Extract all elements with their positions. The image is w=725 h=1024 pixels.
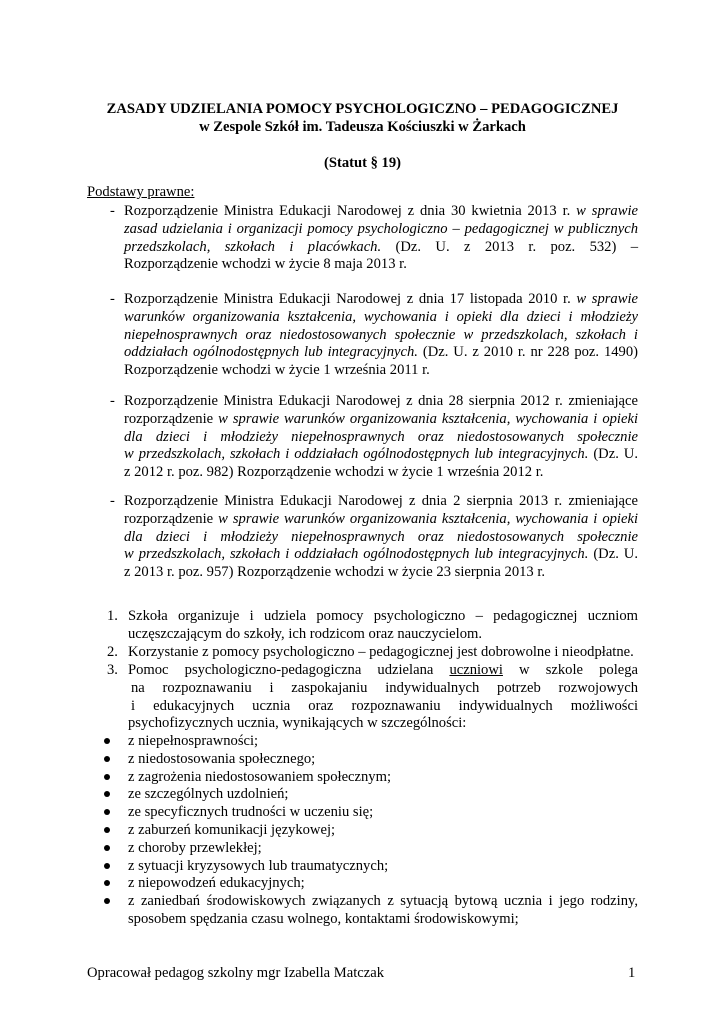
document-title: ZASADY UDZIELANIA POMOCY PSYCHOLOGICZNO – PEDAGOGICZNEJ [106,101,619,117]
legal-basis-line: zasad udzielania i organizacji pomocy psychologiczno – pedagogicznej w publicznych [124,220,638,237]
numbered-item-line: psychofizycznych ucznia, wynikających w szczególności: [128,715,467,732]
bullet-item-line: z sytuacji kryzysowych lub traumatycznych; [128,857,389,874]
bullet-item-line: z zaniedbań środowiskowych związanych z sytuacją bytową ucznia i jego rodziny, [128,893,638,910]
bullet-icon [104,880,110,886]
numbered-item-line: na rozpoznawaniu i zaspokajaniu indywidualnych potrzeb rozwojowych [131,679,638,696]
legal-basis-line: Rozporządzenie Ministra Edukacji Narodowej z dnia 28 sierpnia 2012 r. zmieniające [124,393,638,409]
bullet-icon [104,845,110,851]
legal-basis-line: przedszkolach, szkołach i placówkach. (Dz. U. z 2013 r. poz. 532) – [124,238,638,255]
list-number: 3. [107,662,118,678]
legal-basis-line: Rozporządzenie Ministra Edukacji Narodowej z dnia 17 listopada 2010 r. w sprawie [124,291,638,307]
bullet-item-line: z niepełnosprawności; [128,733,259,749]
legal-basis-line: z 2012 r. poz. 982) Rozporządzenie wchodzi w życie 1 września 2012 r. [124,464,544,481]
list-dash-marker: - [110,493,115,509]
numbered-item-line: i edukacyjnych ucznia oraz rozpoznawaniu indywidualnych możliwości [131,697,638,714]
numbered-item-line: Szkoła organizuje i udziela pomocy psychologiczno – pedagogicznej uczniom [128,608,638,624]
bullet-item-line: z niepowodzeń edukacyjnych; [128,875,305,892]
document-subtitle: w Zespole Szkół im. Tadeusza Kościuszki w Żarkach [199,119,526,135]
bullet-icon [104,774,110,780]
legal-basis-line: Rozporządzenie Ministra Edukacji Narodowej z dnia 2 sierpnia 2013 r. zmieniające [124,493,638,509]
legal-basis-line: dla dzieci i młodzieży niepełnosprawnych oraz niedostosowanych społecznie [124,428,638,445]
legal-basis-line: rozporządzenie w sprawie warunków organizowania kształcenia, wychowania i opieki [124,510,638,527]
legal-basis-line: w przedszkolach, szkołach i oddziałach ogólnodostępnych lub integracyjnych. (Dz. U. [124,446,638,463]
numbered-item-line: Korzystanie z pomocy psychologiczno – pedagogicznej jest dobrowolne i nieodpłatne. [128,644,634,660]
legal-basis-line: oddziałach ogólnodostępnych lub integracyjnych. (Dz. U. z 2010 r. nr 228 poz. 1490) [124,344,638,361]
numbered-item-line: Pomoc psychologiczno-pedagogiczna udzielana uczniowi w szkole polega [128,662,638,678]
legal-basis-line: dla dzieci i młodzieży niepełnosprawnych oraz niedostosowanych społecznie [124,528,638,545]
bullet-icon [104,738,110,744]
legal-basis-line: warunków organizowania kształcenia, wychowania i opieki dla dzieci i młodzieży [124,308,638,325]
legal-basis-line: rozporządzenie w sprawie warunków organizowania kształcenia, wychowania i opieki [124,410,638,427]
list-dash-marker: - [110,393,115,409]
footer-author: Opracował pedagog szkolny mgr Izabella Matczak [87,965,385,981]
bullet-icon [104,756,110,762]
page-number: 1 [628,965,636,981]
list-dash-marker: - [110,203,115,219]
bullet-item-line: z niedostosowania społecznego; [128,750,316,767]
bullet-item-line: ze szczególnych uzdolnień; [128,786,289,803]
list-number: 2. [107,644,118,660]
statute-reference: (Statut § 19) [323,155,402,171]
numbered-item-line: uczęszczającym do szkoły, ich rodzicom oraz nauczycielom. [128,625,482,642]
legal-basis-line: Rozporządzenie Ministra Edukacji Narodowej z dnia 30 kwietnia 2013 r. w sprawie [124,203,638,219]
bullet-item-line: z choroby przewlekłej; [128,839,262,856]
legal-basis-line: Rozporządzenie wchodzi w życie 8 maja 2013 r. [124,256,407,273]
legal-basis-line: z 2013 r. poz. 957) Rozporządzenie wchodzi w życie 23 sierpnia 2013 r. [124,564,546,581]
legal-basis-heading: Podstawy prawne: [87,184,195,200]
list-number: 1. [107,608,118,624]
bullet-icon [104,863,110,869]
bullet-icon [104,898,110,904]
bullet-item-line: z zagrożenia niedostosowaniem społecznym; [128,768,392,785]
bullet-item-line: z zaburzeń komunikacji językowej; [128,822,336,838]
legal-basis-line: Rozporządzenie wchodzi w życie 1 września 2011 r. [124,362,430,379]
bullet-icon [104,827,110,833]
bullet-icon [104,809,110,815]
bullet-icon [104,791,110,797]
list-dash-marker: - [110,291,115,307]
bullet-item-line: ze specyficznych trudności w uczeniu się; [128,804,374,821]
bullet-item-line: sposobem spędzania czasu wolnego, kontaktami środowiskowymi; [128,911,519,927]
legal-basis-line: niepełnosprawnych oraz niedostosowanych społecznie w przedszkolach, szkołach i [124,326,638,343]
legal-basis-line: w przedszkolach, szkołach i oddziałach ogólnodostępnych lub integracyjnych. (Dz. U. [124,546,638,563]
